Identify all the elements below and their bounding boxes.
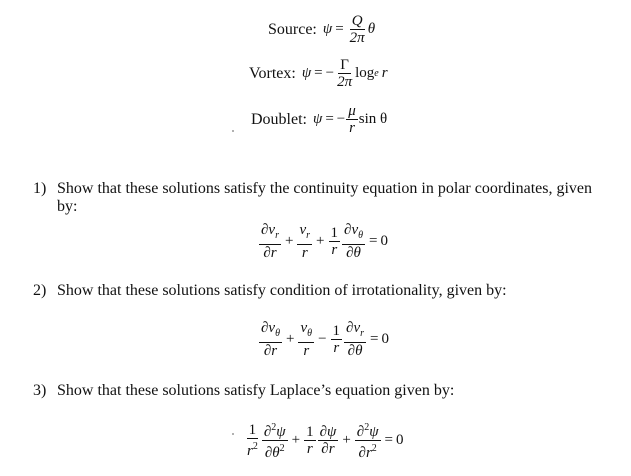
irrotationality-equation: $\frac{\partial v_\theta}{\partial r}$ + $\frac{v_\theta}{r}$ − $\frac{1}{r}$ $\frac{\partial v_r}{\partial\theta}$ = 0 <box>261 320 390 359</box>
source-fraction: $\frac{Q}{2\pi}$ <box>349 13 365 46</box>
q1-text-line1: Show that these solutions satisfy the continuity equation in polar coordinates, given <box>57 180 593 197</box>
continuity-equation: $\frac{\partial v_r}{\partial r}$ + $\frac{v_r}{r}$ + $\frac{1}{r}$ $\frac{\partial v_\theta}{\partial\theta}$ = 0 <box>261 222 388 261</box>
doublet-equation: Doublet: ψ = − $\frac{\mu}{r}$ sin θ <box>251 103 388 136</box>
vortex-fraction: $\frac{\Gamma}{2\pi}$ <box>337 57 353 90</box>
q3-text: Show that these solutions satisfy Laplace’s equation given by: <box>57 382 455 399</box>
q1-number: 1) <box>33 180 47 197</box>
scan-dot <box>232 130 234 132</box>
doublet-fraction: $\frac{\mu}{r}$ <box>348 103 356 136</box>
q2-text: Show that these solutions satisfy condition of irrotationality, given by: <box>57 282 507 299</box>
scan-dot <box>232 433 234 435</box>
q2-number: 2) <box>33 282 47 299</box>
q3-number: 3) <box>33 382 47 399</box>
laplace-equation: $\frac{1}{r^2}$ $\frac{\partial^2\psi}{\partial\theta^2}$ + $\frac{1}{r}$ $\frac{\partial\psi}{\partial r}$ + $\frac{\partial^2\psi}{\partial r^2}$ = 0 <box>247 422 404 461</box>
doublet-label: Doublet: <box>251 110 307 128</box>
source-label: Source: <box>268 20 317 38</box>
source-equation: Source: ψ = $\frac{Q}{2\pi}$ θ <box>268 13 376 46</box>
q1-text-line2: by: <box>57 198 78 215</box>
vortex-equation: Vortex: ψ = − $\frac{\Gamma}{2\pi}$ log e r <box>249 57 388 90</box>
vortex-label: Vortex: <box>249 64 296 82</box>
